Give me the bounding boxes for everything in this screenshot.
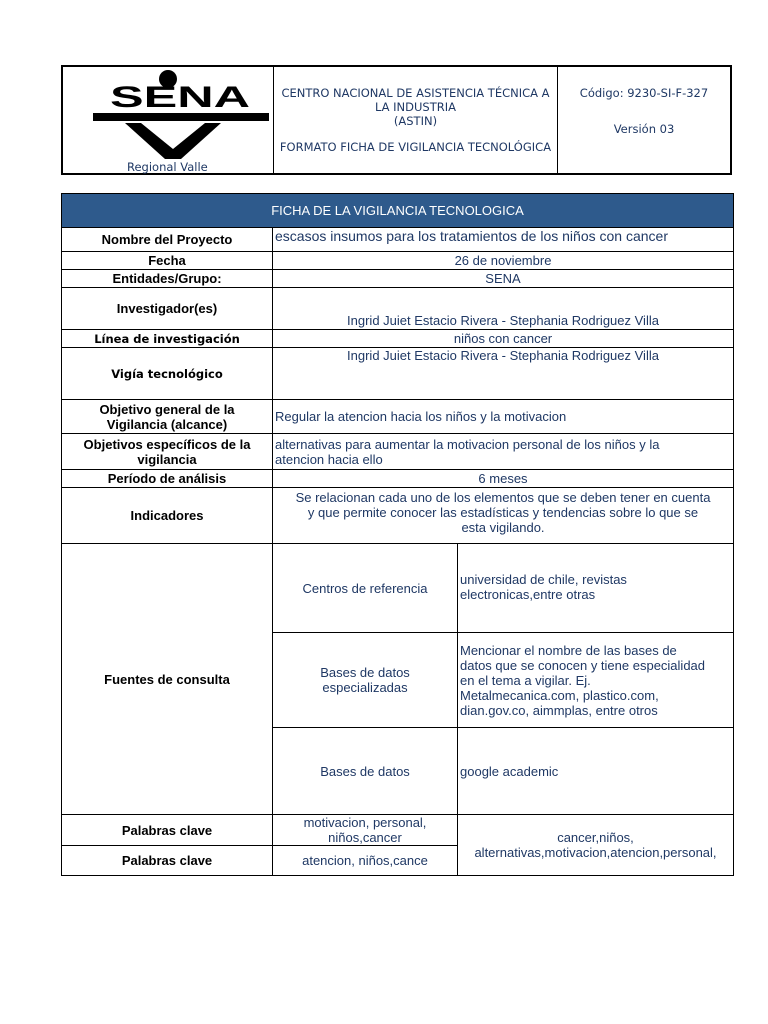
value-entidades: SENA — [273, 270, 734, 288]
label-objetivo-general — [62, 400, 273, 434]
sena-logo-icon — [63, 67, 271, 171]
label-indicadores: Indicadores — [62, 488, 273, 544]
fuente-type-especializadas-line1: Bases de datos — [320, 665, 410, 680]
fuente-value-centros-line1: universidad de chile, revistas — [460, 572, 627, 587]
label-fuentes: Fuentes de consulta — [62, 544, 273, 815]
vigilance-table — [61, 193, 734, 876]
value-fecha: 26 de noviembre — [273, 252, 734, 270]
label-periodo: Período de análisis — [62, 470, 273, 488]
form-version: Versión 03 — [613, 122, 675, 136]
value-palabras-clave-1-line2: niños,cancer — [328, 830, 402, 845]
fuente-value-centros — [458, 544, 734, 633]
value-palabras-clave-2: atencion, niños,cance — [273, 846, 458, 876]
label-objetivo-general-line2: Vigilancia (alcance) — [106, 416, 228, 432]
fuente-value-especializadas-line5: dian.gov.co, aimmplas, entre otros — [460, 702, 658, 718]
label-objetivos-especificos — [62, 434, 273, 470]
label-palabras-clave-2: Palabras clave — [62, 846, 273, 876]
form-header — [61, 65, 732, 175]
label-objetivos-especificos-line2: vigilancia — [137, 451, 197, 467]
label-linea: Línea de investigación — [62, 330, 273, 348]
fuente-value-especializadas-line2: datos que se conocen y tiene especialidad — [460, 657, 706, 673]
fuente-type-especializadas-line2: especializadas — [322, 680, 408, 695]
table-title: FICHA DE LA VIGILANCIA TECNOLOGICA — [62, 194, 734, 228]
value-proyecto: escasos insumos para los tratamientos de los niños con cancer — [273, 228, 734, 252]
value-objetivos-especificos-line2: atencion hacia ello — [275, 451, 383, 467]
value-objetivos-especificos-line1: alternativas para aumentar la motivacion personal de los niños y la — [275, 436, 660, 452]
value-palabras-clave-1 — [273, 815, 458, 846]
value-periodo: 6 meses — [273, 470, 734, 488]
label-proyecto: Nombre del Proyecto — [62, 228, 273, 252]
fuente-value-especializadas — [458, 633, 734, 728]
value-indicadores-line3: esta vigilando. — [461, 520, 545, 535]
value-objetivos-especificos — [273, 434, 734, 470]
form-title: FORMATO FICHA DE VIGILANCIA TECNOLÓGICA — [279, 140, 552, 154]
center-title-cell — [274, 67, 558, 173]
label-investigador: Investigador(es) — [62, 288, 273, 330]
value-investigador: Ingrid Juiet Estacio Rivera - Stephania Rodriguez Villa — [273, 288, 734, 330]
value-linea: niños con cancer — [273, 330, 734, 348]
region-label: Regional Valle — [127, 160, 208, 174]
form-code: Código: 9230-SI-F-327 — [579, 86, 709, 100]
label-objetivo-general-line1: Objetivo general de la — [99, 401, 235, 417]
logo-cell — [63, 67, 274, 173]
center-name-line1: CENTRO NACIONAL DE ASISTENCIA TÉCNICA A — [281, 86, 550, 100]
fuente-value-especializadas-line1: Mencionar el nombre de las bases de — [460, 642, 677, 658]
value-palabras-clave-merged — [458, 815, 734, 876]
value-palabras-clave-1-line1: motivacion, personal, — [303, 815, 427, 830]
value-palabras-clave-merged-line1: cancer,niños, — [557, 830, 634, 845]
value-objetivo-general: Regular la atencion hacia los niños y la motivacion — [273, 400, 734, 434]
value-indicadores-line2: y que permite conocer las estadísticas y tendencias sobre lo que se — [307, 505, 699, 520]
fuente-type-bases: Bases de datos — [273, 728, 458, 815]
code-cell — [558, 67, 730, 173]
label-palabras-clave-1: Palabras clave — [62, 815, 273, 846]
logo-text: SENA — [110, 81, 250, 114]
center-name-line3: (ASTIN) — [393, 114, 438, 128]
value-vigia: Ingrid Juiet Estacio Rivera - Stephania Rodriguez Villa — [273, 348, 734, 400]
fuente-type-centros: Centros de referencia — [273, 544, 458, 633]
label-entidades: Entidades/Grupo: — [62, 270, 273, 288]
center-name-line2: LA INDUSTRIA — [374, 100, 457, 114]
fuente-type-especializadas — [273, 633, 458, 728]
fuente-value-especializadas-line4: Metalmecanica.com, plastico.com, — [460, 687, 659, 703]
value-indicadores — [273, 488, 734, 544]
fuente-value-bases: google academic — [458, 728, 734, 815]
fuente-value-centros-line2: electronicas,entre otras — [460, 587, 596, 602]
label-objetivos-especificos-line1: Objetivos específicos de la — [83, 436, 251, 452]
value-palabras-clave-merged-line2: alternativas,motivacion,atencion,personal, — [474, 845, 717, 860]
label-vigia: Vigía tecnológico — [62, 348, 273, 400]
value-indicadores-line1: Se relacionan cada uno de los elementos que se deben tener en cuenta — [295, 490, 711, 505]
label-fecha: Fecha — [62, 252, 273, 270]
fuente-value-especializadas-line3: en el tema a vigilar. Ej. — [460, 672, 591, 688]
